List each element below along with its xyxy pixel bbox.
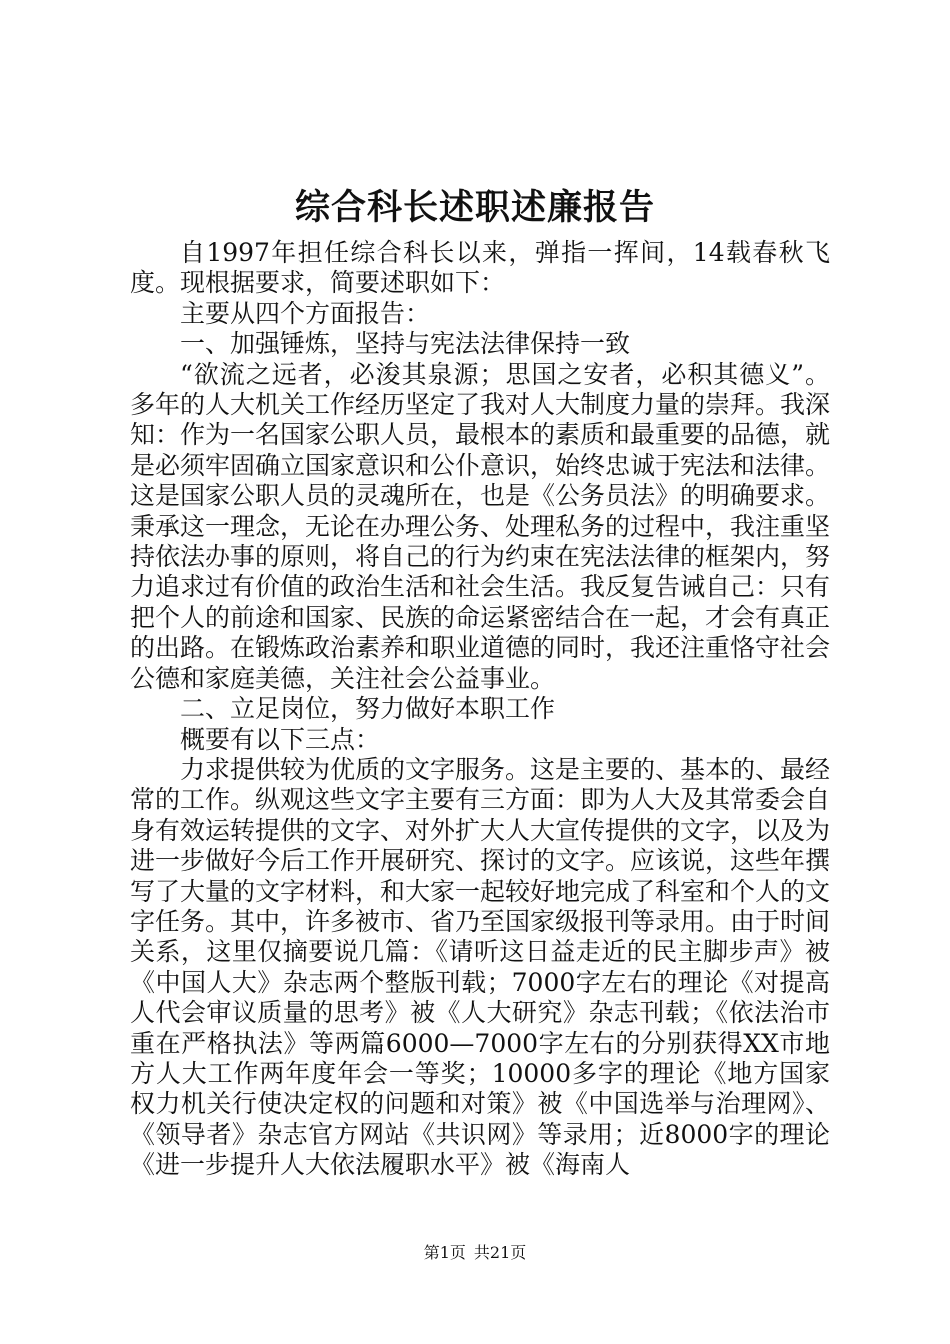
page-number: 第1页 — [423, 1243, 466, 1262]
page-footer — [0, 1243, 950, 1263]
paragraph-summary: 概要有以下三点： — [180, 724, 381, 754]
document-body — [130, 238, 830, 1181]
page-total: 共21页 — [473, 1243, 527, 1262]
paragraph-outline: 主要从四个方面报告： — [180, 298, 431, 328]
paragraph-writing-service: 力求提供较为优质的文字服务。这是主要的、基本的、最经常的工作。纵观这些文字主要有三方面：即为人大及其常委会自身有效运转提供的文字、对外扩大人大宣传提供的文字，以及为进一步做好今后工作开展研究、探讨的文字。应该说，这些年撰写了大量的文字材料，和大家一起较好地完成了科室和个人的文字任务。其中，许多被市、省乃至国家级报刊等录用。由于时间关系，这里仅摘要说几篇：《请听这日益走近的民主脚步声》被《中国人大》杂志两个整版刊载；7000字左右的理论《对提高人代会审议质量的思考》被《人大研究》杂志刊载；《依法治市重在严格执法》等两篇6000—7000字左右的分别获得XX市地方人大工作两年度年会一等奖；10000多字的理论《地方国家权力机关行使决定权的问题和对策》被《中国选举与治理网》、《领导者》杂志官方网站《共识网》等录用；近8000字的理论《进一步提升人大依法履职水平》被《海南人 — [130, 754, 831, 1180]
section-heading-2: 二、立足岗位，努力做好本职工作 — [180, 694, 556, 724]
paragraph-intro: 自1997年担任综合科长以来，弹指一挥间，14载春秋飞度。现根据要求，简要述职如下： — [130, 238, 830, 298]
section-heading-1: 一、加强锤炼，坚持与宪法法律保持一致 — [180, 329, 631, 359]
document-title: 综合科长述职述廉报告 — [294, 187, 655, 228]
paragraph-section-1: “欲流之远者，必浚其泉源；思国之安者，必积其德义”。多年的人大机关工作经历坚定了我对人大制度力量的崇拜。我深知：作为一名国家公职人员，最根本的素质和最重要的品德，就是必须牢固确立国家意识和公仆意识，始终忠诚于宪法和法律。这是国家公职人员的灵魂所在，也是《公务员法》的明确要求。秉承这一理念，无论在办理公务、处理私务的过程中，我注重坚持依法办事的原则，将自己的行为约束在宪法法律的框架内，努力追求过有价值的政治生活和社会生活。我反复告诫自己：只有把个人的前途和国家、民族的命运紧密结合在一起，才会有真正的出路。在锻炼政治素养和职业道德的同时，我还注重恪守社会公德和家庭美德，关注社会公益事业。 — [130, 359, 831, 693]
